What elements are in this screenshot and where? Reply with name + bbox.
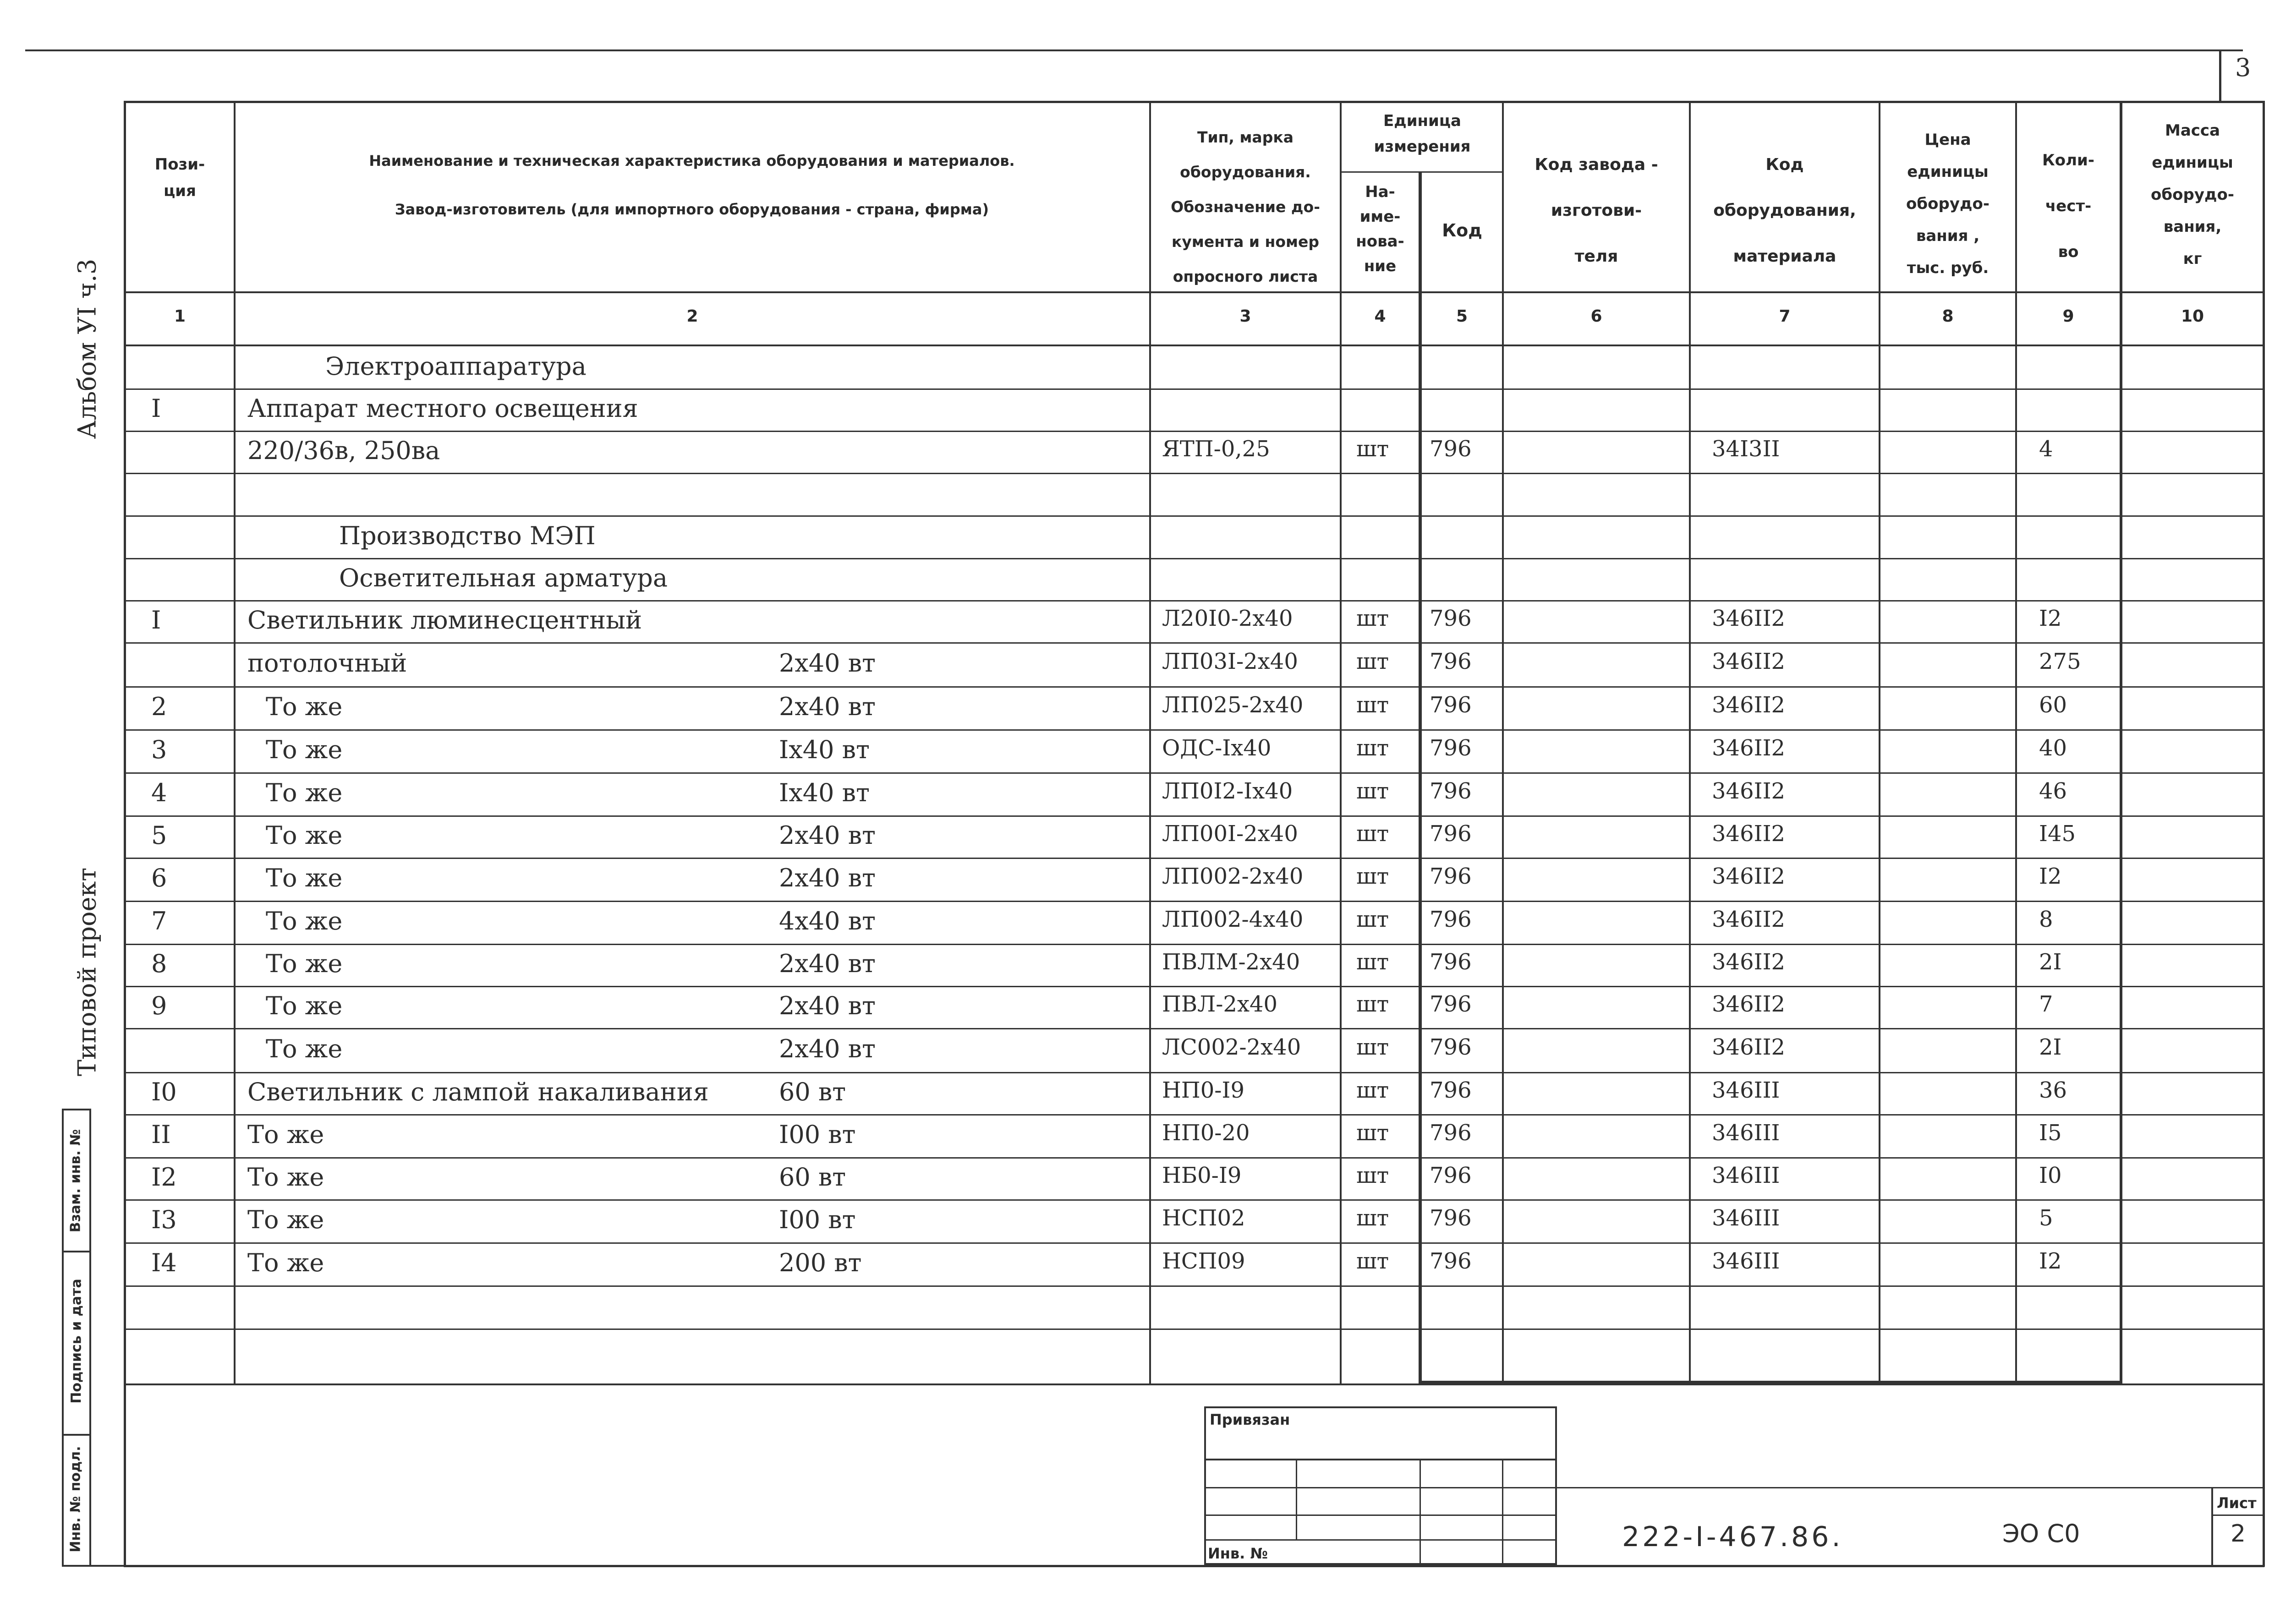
row-7-mat: 346II2 xyxy=(1712,606,1786,631)
row-7-type: Л20I0-2х40 xyxy=(1162,606,1293,631)
document-code: 222-I-467.86. xyxy=(1622,1521,1843,1553)
header-price: Цена единицы оборудо- вания , тыс. руб. xyxy=(1906,131,1990,277)
row-12-name: То же xyxy=(266,821,343,850)
row-13-type: ЛП002-2х40 xyxy=(1162,864,1304,889)
colnum-5: 5 xyxy=(1456,307,1468,326)
privyazan-col-3 xyxy=(1502,1459,1503,1565)
row-rule xyxy=(124,1285,2264,1287)
colnum-2: 2 xyxy=(686,307,698,326)
row-11-pos: 4 xyxy=(151,778,167,807)
header-mass: Масса единицы оборудо- вания, кг xyxy=(2151,121,2234,268)
row-2-pos: I xyxy=(151,394,161,423)
row-11-code: 796 xyxy=(1430,778,1472,804)
list-number: 2 xyxy=(2231,1520,2246,1547)
row-14-spec: 4х40 вт xyxy=(779,907,876,935)
row-7-code: 796 xyxy=(1430,606,1472,631)
row-rule xyxy=(124,431,2264,432)
row-21-name: То же xyxy=(247,1205,324,1234)
row-rule xyxy=(124,473,2264,474)
left-stamp-border-inner xyxy=(89,1109,91,1567)
row-rule xyxy=(124,642,2264,644)
row-19-pos: II xyxy=(151,1120,171,1149)
row-12-qty: I45 xyxy=(2039,821,2076,847)
colnum-7: 7 xyxy=(1779,307,1791,326)
row-18-spec: 60 вт xyxy=(779,1077,846,1106)
row-22-pos: I4 xyxy=(151,1248,177,1277)
colnum-6: 6 xyxy=(1590,307,1602,326)
row-17-spec: 2х40 вт xyxy=(779,1034,876,1063)
row-22-name: То же xyxy=(247,1248,324,1277)
row-7-unit: шт xyxy=(1356,606,1389,631)
row-15-mat: 346II2 xyxy=(1712,949,1786,975)
doc-code-rule xyxy=(1557,1487,2264,1488)
col-line-8 xyxy=(2015,101,2017,1383)
row-13-unit: шт xyxy=(1356,864,1389,889)
row-11-qty: 46 xyxy=(2039,778,2067,804)
row-10-name: То же xyxy=(266,735,343,764)
row-15-name: То же xyxy=(266,949,343,978)
row-rule xyxy=(124,986,2264,987)
colnum-10: 10 xyxy=(2181,307,2204,326)
header-name-line2: Завод-изготовитель (для импортного оборудования - страна, фирма) xyxy=(395,201,989,218)
row-19-qty: I5 xyxy=(2039,1120,2062,1146)
row-9-qty: 60 xyxy=(2039,692,2067,718)
row-15-pos: 8 xyxy=(151,949,167,978)
row-8-code: 796 xyxy=(1430,649,1472,674)
row-21-pos: I3 xyxy=(151,1205,177,1234)
unit-subheader-rule xyxy=(1342,171,1503,173)
row-13-qty: I2 xyxy=(2039,864,2062,889)
row-16-mat: 346II2 xyxy=(1712,991,1786,1017)
privyazan-col-2 xyxy=(1420,1459,1421,1565)
row-15-unit: шт xyxy=(1356,949,1389,975)
row-rule xyxy=(124,858,2264,859)
header-unit-code: Код xyxy=(1442,220,1482,241)
privyazan-box xyxy=(1204,1406,1557,1565)
row-14-code: 796 xyxy=(1430,907,1472,932)
row-8-type: ЛП03I-2х40 xyxy=(1162,649,1298,674)
row-17-type: ЛС002-2х40 xyxy=(1162,1034,1301,1060)
row-14-name: То же xyxy=(266,907,343,935)
row-10-code: 796 xyxy=(1430,735,1472,761)
row-rule xyxy=(124,901,2264,902)
header-unit: Единица измерения xyxy=(1374,112,1471,156)
col-line-5 xyxy=(1502,101,1504,1383)
row-rule xyxy=(124,729,2264,731)
row-8-name: потолочный xyxy=(247,649,407,678)
privyazan-col-1 xyxy=(1296,1459,1297,1539)
row-8-unit: шт xyxy=(1356,649,1389,674)
header-type: Тип, марка оборудования. Обозначение до- кумента и номер опросного листа xyxy=(1171,128,1320,285)
row-rule xyxy=(124,1242,2264,1244)
row-21-code: 796 xyxy=(1430,1205,1472,1231)
row-20-name: То же xyxy=(247,1163,324,1192)
row-rule xyxy=(124,600,2264,601)
col-line-4 xyxy=(1419,171,1422,1383)
row-17-qty: 2I xyxy=(2039,1034,2062,1060)
row-20-type: НБ0-I9 xyxy=(1162,1163,1242,1188)
row-7-name: Светильник люминесцентный xyxy=(247,606,642,634)
colnum-3: 3 xyxy=(1239,307,1251,326)
privyazan-rule-1 xyxy=(1204,1459,1557,1460)
row-1-name: Электроаппаратура xyxy=(325,351,586,381)
row-3-code: 796 xyxy=(1430,436,1472,462)
row-2-name: Аппарат местного освещения xyxy=(247,394,638,423)
row-rule xyxy=(124,686,2264,688)
row-19-mat: 346III xyxy=(1712,1120,1780,1146)
colnum-1: 1 xyxy=(174,307,186,326)
row-20-unit: шт xyxy=(1356,1163,1389,1188)
side-label-project: Типовой проект xyxy=(72,867,102,1077)
col-line-6 xyxy=(1689,101,1691,1383)
row-3-name: 220/36в, 250ва xyxy=(247,436,440,465)
row-12-type: ЛП00I-2х40 xyxy=(1162,821,1298,847)
row-9-type: ЛП025-2х40 xyxy=(1162,692,1304,718)
row-3-type: ЯТП-0,25 xyxy=(1162,436,1270,462)
row-3-qty: 4 xyxy=(2039,436,2053,462)
row-7-qty: I2 xyxy=(2039,606,2062,631)
row-9-pos: 2 xyxy=(151,692,167,721)
row-16-pos: 9 xyxy=(151,991,167,1020)
row-7-pos: I xyxy=(151,606,161,634)
row-16-spec: 2х40 вт xyxy=(779,991,876,1020)
row-8-qty: 275 xyxy=(2039,649,2081,674)
row-14-qty: 8 xyxy=(2039,907,2053,932)
row-9-name: То же xyxy=(266,692,343,721)
list-box-rule xyxy=(2211,1515,2264,1516)
side-label-album: Альбом УI ч.3 xyxy=(72,258,102,439)
row-19-spec: I00 вт xyxy=(779,1120,856,1149)
row-rule xyxy=(124,1114,2264,1115)
table-right-border xyxy=(2263,101,2265,1567)
colnum-bottom-rule xyxy=(124,344,2264,346)
row-17-name: То же xyxy=(266,1034,343,1063)
row-10-unit: шт xyxy=(1356,735,1389,761)
title-block-top xyxy=(124,1383,2264,1385)
row-9-code: 796 xyxy=(1430,692,1472,718)
row-15-qty: 2I xyxy=(2039,949,2062,975)
row-20-spec: 60 вт xyxy=(779,1163,846,1192)
row-19-unit: шт xyxy=(1356,1120,1389,1146)
row-rule xyxy=(124,388,2264,390)
header-material-code: Код оборудования, материала xyxy=(1713,155,1856,266)
header-unit-name: На- име- нова- ние xyxy=(1356,183,1404,275)
row-18-mat: 346III xyxy=(1712,1077,1780,1103)
col-line-2 xyxy=(1149,101,1151,1383)
row-10-pos: 3 xyxy=(151,735,167,764)
row-21-mat: 346III xyxy=(1712,1205,1780,1231)
row-rule xyxy=(124,1072,2264,1073)
header-quantity: Коли- чест- во xyxy=(2042,151,2094,261)
side-label-vzam: Взам. инв. № xyxy=(67,1129,84,1233)
row-11-type: ЛП0I2-Iх40 xyxy=(1162,778,1293,804)
row-rule xyxy=(124,558,2264,559)
row-rule xyxy=(124,815,2264,817)
privyazan-rule-3 xyxy=(1204,1515,1557,1516)
row-15-spec: 2х40 вт xyxy=(779,949,876,978)
row-rule xyxy=(124,772,2264,774)
row-rule xyxy=(124,1157,2264,1159)
row-22-unit: шт xyxy=(1356,1248,1389,1274)
row-20-pos: I2 xyxy=(151,1163,177,1192)
row-15-type: ПВЛМ-2х40 xyxy=(1162,949,1300,975)
row-rule xyxy=(124,515,2264,517)
row-13-mat: 346II2 xyxy=(1712,864,1786,889)
row-11-mat: 346II2 xyxy=(1712,778,1786,804)
row-22-code: 796 xyxy=(1430,1248,1472,1274)
row-16-code: 796 xyxy=(1430,991,1472,1017)
row-15-code: 796 xyxy=(1430,949,1472,975)
row-20-mat: 346III xyxy=(1712,1163,1780,1188)
privyazan-rule-4 xyxy=(1204,1539,1557,1541)
row-14-unit: шт xyxy=(1356,907,1389,932)
row-18-unit: шт xyxy=(1356,1077,1389,1103)
side-label-podpis: Подпись и дата xyxy=(68,1279,85,1404)
row-16-qty: 7 xyxy=(2039,991,2053,1017)
colnum-8: 8 xyxy=(1942,307,1954,326)
row-5-name: Производство МЭП xyxy=(339,521,596,550)
row-13-code: 796 xyxy=(1430,864,1472,889)
top-rule xyxy=(25,49,2243,51)
side-label-inv-podl: Инв. № подл. xyxy=(67,1446,84,1553)
table-top-border xyxy=(124,101,2264,103)
left-stamp-border-outer xyxy=(62,1109,64,1567)
row-13-name: То же xyxy=(266,864,343,892)
row-13-pos: 6 xyxy=(151,864,167,892)
row-17-code: 796 xyxy=(1430,1034,1472,1060)
row-8-spec: 2х40 вт xyxy=(779,649,876,678)
row-17-unit: шт xyxy=(1356,1034,1389,1060)
row-19-code: 796 xyxy=(1430,1120,1472,1146)
page-number: 3 xyxy=(2235,53,2251,82)
row-12-pos: 5 xyxy=(151,821,167,850)
row-12-mat: 346II2 xyxy=(1712,821,1786,847)
row-20-qty: I0 xyxy=(2039,1163,2062,1188)
row-16-type: ПВЛ-2х40 xyxy=(1162,991,1278,1017)
row-22-spec: 200 вт xyxy=(779,1248,862,1277)
inv-no-label: Инв. № xyxy=(1208,1545,1268,1562)
row-12-code: 796 xyxy=(1430,821,1472,847)
row-rule xyxy=(124,1028,2264,1029)
row-10-type: ОДС-Iх40 xyxy=(1162,735,1272,761)
row-6-name: Осветительная арматура xyxy=(339,563,668,592)
colnum-9: 9 xyxy=(2062,307,2074,326)
row-21-qty: 5 xyxy=(2039,1205,2053,1231)
row-11-unit: шт xyxy=(1356,778,1389,804)
row-18-pos: I0 xyxy=(151,1077,177,1106)
row-10-qty: 40 xyxy=(2039,735,2067,761)
colnum-4: 4 xyxy=(1374,307,1386,326)
row-10-mat: 346II2 xyxy=(1712,735,1786,761)
row-14-type: ЛП002-4х40 xyxy=(1162,907,1304,932)
row-16-name: То же xyxy=(266,991,343,1020)
row-9-unit: шт xyxy=(1356,692,1389,718)
row-16-unit: шт xyxy=(1356,991,1389,1017)
row-3-mat: 34I3II xyxy=(1712,436,1780,462)
row-9-mat: 346II2 xyxy=(1712,692,1786,718)
row-21-spec: I00 вт xyxy=(779,1205,856,1234)
row-18-type: НП0-I9 xyxy=(1162,1077,1244,1103)
col-line-3 xyxy=(1340,101,1342,1383)
row-11-spec: Iх40 вт xyxy=(779,778,870,807)
header-plant-code: Код завода - изготови- теля xyxy=(1535,155,1658,266)
row-22-type: НСП09 xyxy=(1162,1248,1245,1274)
row-11-name: То же xyxy=(266,778,343,807)
row-18-code: 796 xyxy=(1430,1077,1472,1103)
row-10-spec: Iх40 вт xyxy=(779,735,870,764)
row-17-mat: 346II2 xyxy=(1712,1034,1786,1060)
table-bottom-border xyxy=(124,1565,2264,1567)
col-line-7 xyxy=(1879,101,1880,1383)
row-rule xyxy=(124,1329,2264,1330)
list-label: Лист xyxy=(2217,1494,2257,1512)
header-position: Пози- ция xyxy=(154,155,205,200)
privyazan-rule-2 xyxy=(1204,1487,1557,1488)
row-21-type: НСП02 xyxy=(1162,1205,1245,1231)
privyazan-label: Привязан xyxy=(1210,1411,1290,1428)
row-19-name: То же xyxy=(247,1120,324,1149)
row-9-spec: 2х40 вт xyxy=(779,692,876,721)
row-12-spec: 2х40 вт xyxy=(779,821,876,850)
row-22-qty: I2 xyxy=(2039,1248,2062,1274)
col-line-9 xyxy=(2120,101,2122,1383)
list-box-left xyxy=(2211,1487,2213,1565)
row-rule xyxy=(124,944,2264,945)
row-18-name: Светильник с лампой накаливания xyxy=(247,1077,709,1106)
row-18-qty: 36 xyxy=(2039,1077,2067,1103)
row-19-type: НП0-20 xyxy=(1162,1120,1250,1146)
col-line-1 xyxy=(234,101,236,1383)
row-14-mat: 346II2 xyxy=(1712,907,1786,932)
row-3-unit: шт xyxy=(1356,436,1389,462)
row-20-code: 796 xyxy=(1430,1163,1472,1188)
row-22-mat: 346III xyxy=(1712,1248,1780,1274)
row-21-unit: шт xyxy=(1356,1205,1389,1231)
row-14-pos: 7 xyxy=(151,907,167,935)
page-number-box-left xyxy=(2219,49,2221,101)
section-code: ЭО С0 xyxy=(2002,1519,2080,1548)
row-rule xyxy=(124,1199,2264,1201)
row-13-spec: 2х40 вт xyxy=(779,864,876,892)
row-8-mat: 346II2 xyxy=(1712,649,1786,674)
row-12-unit: шт xyxy=(1356,821,1389,847)
header-name-line1: Наименование и техническая характеристика оборудования и материалов. xyxy=(369,152,1015,170)
